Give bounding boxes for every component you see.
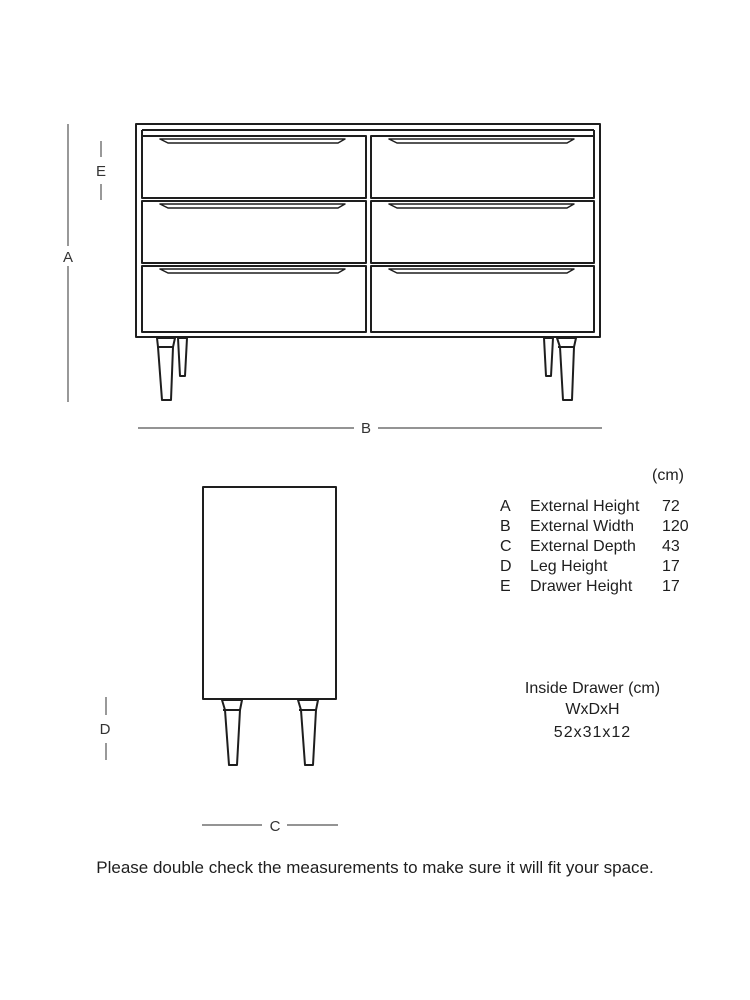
spec-letter: E xyxy=(500,578,511,595)
spec-letter: B xyxy=(500,518,511,535)
spec-name: External Depth xyxy=(530,538,636,555)
handle-right-2 xyxy=(389,204,574,208)
handle-left-3 xyxy=(160,269,345,273)
spec-name: External Height xyxy=(530,498,640,515)
drawer-right-2 xyxy=(371,201,594,263)
spec-value: 17 xyxy=(662,558,680,575)
spec-row xyxy=(500,497,689,517)
inside-drawer-format: WxDxH xyxy=(565,701,620,718)
spec-row xyxy=(500,517,689,537)
footer-note: Please double check the measurements to make sure it will fit your space. xyxy=(96,858,654,877)
chest-body xyxy=(136,124,600,337)
drawer-left-3 xyxy=(142,266,366,332)
spec-name: Leg Height xyxy=(530,558,608,575)
handle-left-1 xyxy=(160,139,345,143)
drawer-left-1 xyxy=(142,136,366,198)
spec-letter: A xyxy=(500,498,511,515)
drawer-right-1 xyxy=(371,136,594,198)
leg-back-left xyxy=(178,338,187,376)
front-view xyxy=(136,124,600,400)
spec-value: 120 xyxy=(662,518,689,535)
spec-row xyxy=(500,537,689,557)
handle-left-2 xyxy=(160,204,345,208)
dim-label-a: A xyxy=(62,249,74,266)
dim-label-c: C xyxy=(269,818,281,835)
inside-drawer-value: 52x31x12 xyxy=(553,724,632,741)
dimension-table xyxy=(500,497,689,597)
leg-back-right xyxy=(544,338,553,376)
dim-label-e: E xyxy=(95,163,107,180)
spec-name: External Width xyxy=(530,518,635,535)
drawer-right-3 xyxy=(371,266,594,332)
spec-row xyxy=(500,557,689,577)
spec-letter: C xyxy=(500,538,512,555)
inside-drawer-title: Inside Drawer (cm) xyxy=(524,680,661,697)
side-view xyxy=(203,487,336,765)
side-body xyxy=(203,487,336,699)
handle-right-3 xyxy=(389,269,574,273)
drawer-left-2 xyxy=(142,201,366,263)
spec-letter: D xyxy=(500,558,512,575)
spec-value: 43 xyxy=(662,538,680,555)
spec-value: 17 xyxy=(662,578,680,595)
unit-label: (cm) xyxy=(652,467,684,484)
spec-row xyxy=(500,577,689,597)
spec-name: Drawer Height xyxy=(530,578,633,595)
dim-label-d: D xyxy=(99,721,111,738)
dim-label-b: B xyxy=(360,420,372,437)
spec-value: 72 xyxy=(662,498,680,515)
handle-right-1 xyxy=(389,139,574,143)
